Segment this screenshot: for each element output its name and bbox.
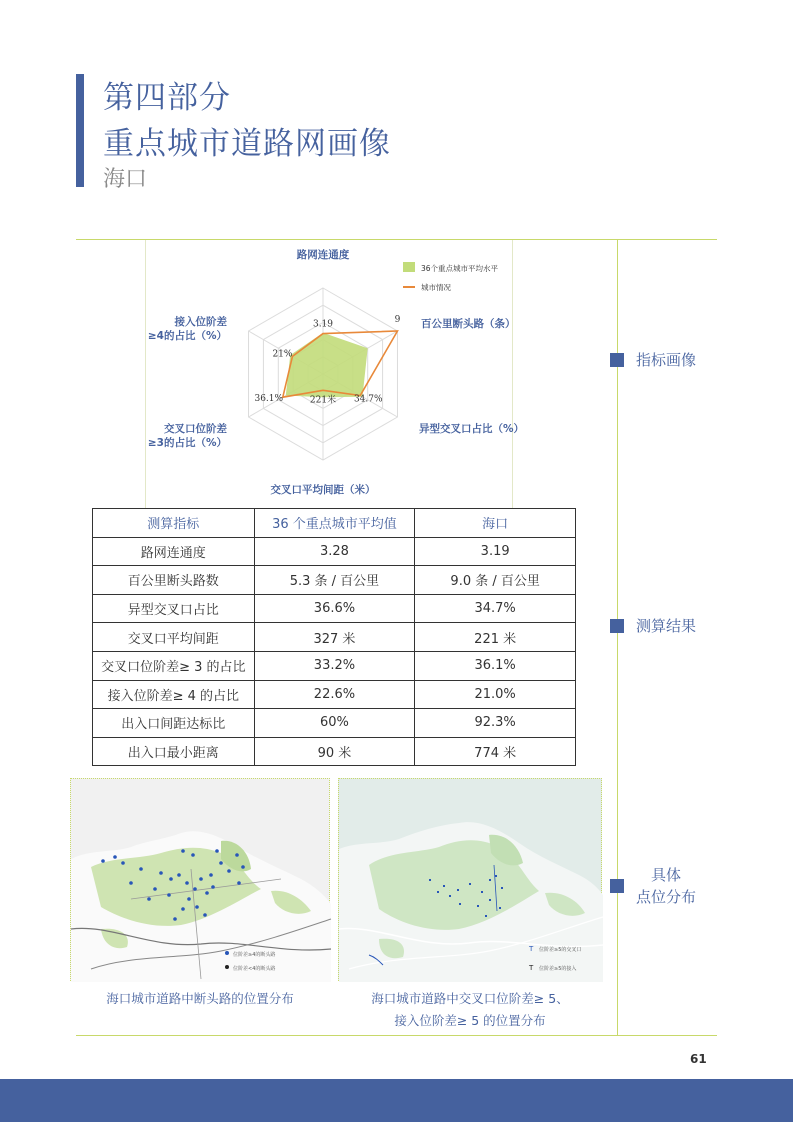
radar-axis-label: 异型交叉口占比（%）: [419, 423, 525, 435]
table-cell: 36.6%: [254, 594, 415, 623]
table-row: [93, 651, 576, 680]
table-cell: 90 米: [254, 737, 415, 766]
radar-series-average: [286, 333, 368, 398]
section-title: 重点城市道路网画像: [103, 126, 391, 162]
radar-value-label: 9: [394, 315, 401, 325]
table-cell: 出入口间距达标比: [93, 709, 255, 738]
map-point: [195, 905, 199, 909]
map-point: [177, 873, 181, 877]
table-header-cell: 36 个重点城市平均值: [254, 509, 415, 538]
map-point: [101, 859, 105, 863]
map-point: [139, 867, 143, 871]
page-number: 61: [690, 1052, 707, 1066]
table-header-cell: 海口: [415, 509, 576, 538]
side-label-profile: [610, 349, 696, 371]
table-cell: 327 米: [254, 623, 415, 652]
side-label-results: [610, 615, 696, 637]
table-cell: 百公里断头路数: [93, 566, 255, 595]
svg-text:T: T: [529, 945, 534, 953]
map-point: [215, 849, 219, 853]
table-cell: 交叉口位阶差≥ 3 的占比: [93, 651, 255, 680]
radar-chart: [145, 240, 525, 508]
radar-axis-label: ≥4的占比（%）: [147, 330, 227, 342]
map-point: [185, 881, 189, 885]
map-point: [241, 865, 245, 869]
table-cell: 交叉口平均间距: [93, 623, 255, 652]
radar-value-label: 34.7%: [353, 394, 383, 405]
side-label-marker: [610, 879, 624, 893]
map-point: [191, 853, 195, 857]
map2-legend-2: 位阶差≥5的接入: [539, 966, 577, 972]
table-cell: 出入口最小距离: [93, 737, 255, 766]
radar-value-label: 221米: [309, 395, 337, 406]
radar-axis-label: ≥3的占比（%）: [147, 437, 227, 449]
map-point: [459, 903, 461, 905]
map-point: [147, 897, 151, 901]
map1-caption: 海口城市道路中断头路的位置分布: [106, 991, 294, 1006]
map-intersections: [338, 778, 602, 981]
map-dead-end-roads: [70, 778, 330, 981]
map-point: [167, 893, 171, 897]
side-label-profile-text: 指标画像: [636, 351, 697, 369]
frame-bottom-line: [76, 1035, 717, 1036]
map-point: [205, 891, 209, 895]
side-label-results-text: 测算结果: [636, 617, 697, 635]
radar-value-label: 3.19: [312, 319, 334, 330]
map-point: [129, 881, 133, 885]
map-point: [457, 889, 459, 891]
map-point: [153, 887, 157, 891]
table-row: [93, 623, 576, 652]
city-subtitle: 海口: [103, 167, 148, 192]
map2-caption-line1: 海口城市道路中交叉口位阶差≥ 5、: [371, 991, 569, 1006]
map-point: [203, 913, 207, 917]
svg-text:T: T: [529, 964, 534, 972]
table-cell: 3.19: [415, 537, 576, 566]
radar-axis-label: 交叉口位阶差: [164, 423, 227, 435]
table-cell: 异型交叉口占比: [93, 594, 255, 623]
radar-axis-label: 交叉口平均间距（米）: [270, 484, 376, 496]
table-row: [93, 680, 576, 709]
footer-band: [0, 1079, 793, 1122]
map-point: [499, 907, 501, 909]
map-point: [187, 897, 191, 901]
table-header-cell: 测算指标: [93, 509, 255, 538]
section-part-title: 第四部分: [103, 80, 231, 116]
map-point: [469, 883, 471, 885]
map-point: [227, 869, 231, 873]
map-point: [209, 873, 213, 877]
radar-legend-label-average: 36个重点城市平均水平: [421, 264, 499, 273]
table-cell: 接入位阶差≥ 4 的占比: [93, 680, 255, 709]
map-dead-end-roads-graphic: [71, 779, 331, 982]
map-point: [481, 891, 483, 893]
map-point: [211, 885, 215, 889]
map-point: [169, 877, 173, 881]
metrics-table: [92, 508, 576, 766]
map-point: [235, 853, 239, 857]
map-point: [429, 879, 431, 881]
map-point: [495, 875, 497, 877]
map-point: [501, 887, 503, 889]
table-cell: 34.7%: [415, 594, 576, 623]
radar-value-label: 21%: [272, 349, 293, 360]
map-point: [121, 861, 125, 865]
map-point: [437, 891, 439, 893]
map-point: [237, 881, 241, 885]
map-point: [181, 907, 185, 911]
map-intersections-graphic: [339, 779, 603, 982]
map-point: [477, 905, 479, 907]
side-label-marker: [610, 619, 624, 633]
map-point: [159, 871, 163, 875]
map-point: [485, 915, 487, 917]
radar-axis-label: 接入位阶差: [174, 316, 227, 328]
table-cell: 21.0%: [415, 680, 576, 709]
map-point: [113, 855, 117, 859]
table-cell: 60%: [254, 709, 415, 738]
radar-axis-label: 百公里断头路（条）: [421, 318, 516, 330]
side-label-distribution-line2: 点位分布: [636, 888, 697, 906]
side-label-distribution-line1: 具体: [651, 866, 682, 884]
map-point: [219, 861, 223, 865]
map-point: [181, 849, 185, 853]
table-cell: 221 米: [415, 623, 576, 652]
map-point: [443, 885, 445, 887]
side-label-marker: [610, 353, 624, 367]
table-row: [93, 594, 576, 623]
side-label-distribution: [610, 864, 696, 908]
table-row: [93, 566, 576, 595]
table-row: [93, 709, 576, 738]
table-cell: 路网连通度: [93, 537, 255, 566]
table-cell: 22.6%: [254, 680, 415, 709]
map-point: [173, 917, 177, 921]
map1-legend-2: 位阶差<4的断头路: [233, 966, 276, 972]
table-cell: 3.28: [254, 537, 415, 566]
map-point: [489, 879, 491, 881]
table-row: [93, 537, 576, 566]
table-cell: 92.3%: [415, 709, 576, 738]
table-cell: 33.2%: [254, 651, 415, 680]
map2-legend-1: 位阶差≥5的交叉口: [539, 947, 582, 953]
side-label-distribution-text: [636, 864, 696, 908]
table-cell: 36.1%: [415, 651, 576, 680]
radar-legend-swatch-average: [403, 262, 415, 272]
table-header-row: [93, 509, 576, 538]
map-point: [199, 877, 203, 881]
table-cell: 9.0 条 / 百公里: [415, 566, 576, 595]
map2-caption-line2: 接入位阶差≥ 5 的位置分布: [394, 1013, 546, 1028]
map-point: [449, 895, 451, 897]
map-point: [193, 887, 197, 891]
map-point: [489, 899, 491, 901]
radar-legend-label-city: 城市情况: [421, 283, 451, 292]
map1-legend-1: 位阶差≥4的断头路: [233, 952, 276, 958]
table-row: [93, 737, 576, 766]
radar-value-label: 36.1%: [254, 394, 284, 405]
title-accent-bar: [76, 74, 84, 187]
map2-caption: [338, 988, 602, 1032]
table-cell: 5.3 条 / 百公里: [254, 566, 415, 595]
table-cell: 774 米: [415, 737, 576, 766]
radar-axis-label: 路网连通度: [296, 249, 350, 261]
